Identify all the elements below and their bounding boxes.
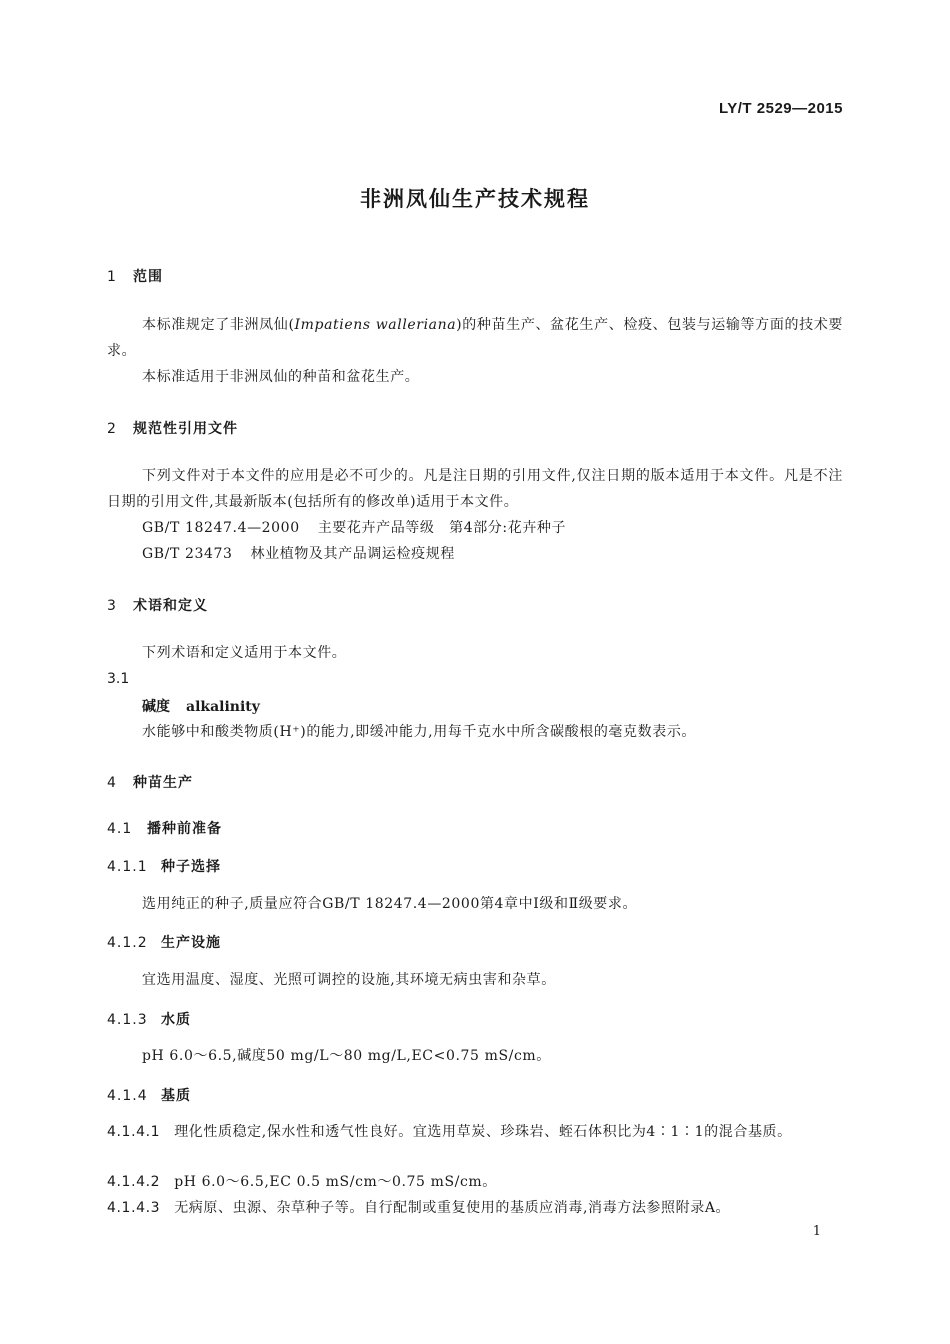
section-number: 4.1.1 xyxy=(107,859,148,875)
section-number: 3 xyxy=(107,598,117,614)
section-number: 2 xyxy=(107,421,117,437)
text-run: 本标准规定了非洲凤仙( xyxy=(142,317,295,333)
term-entry xyxy=(142,696,260,716)
section-4-1-4-2 xyxy=(107,1171,497,1191)
section-title: 种苗生产 xyxy=(133,775,193,791)
section-4-1-heading xyxy=(107,818,222,838)
reference-code: GB/T 23473 xyxy=(142,546,233,562)
section-2-paragraph-1: 下列文件对于本文件的应用是必不可少的。凡是注日期的引用文件,仅注日期的版本适用于本文件。凡是不注日期的引用文件,其最新版本(包括所有的修改单)适用于本文件。 xyxy=(107,468,843,510)
term-definition: 水能够中和酸类物质(H⁺)的能力,即缓冲能力,用每千克水中所含碳酸根的毫克数表示。 xyxy=(142,724,697,740)
clause-text: 无病原、虫源、杂草种子等。自行配制或重复使用的基质应消毒,消毒方法参照附录A。 xyxy=(174,1200,731,1216)
section-title: 规范性引用文件 xyxy=(133,421,238,437)
section-1-paragraph-2: 本标准适用于非洲凤仙的种苗和盆花生产。 xyxy=(142,369,420,385)
section-number: 4.1.4 xyxy=(107,1088,148,1104)
clause-text: 理化性质稳定,保水性和透气性良好。宜选用草炭、珍珠岩、蛭石体积比为4∶1∶1的混合基质。 xyxy=(174,1124,792,1140)
section-number: 4.1.2 xyxy=(107,935,148,951)
section-title: 种子选择 xyxy=(161,859,221,875)
reference-title: 主要花卉产品等级 第4部分:花卉种子 xyxy=(317,520,567,536)
section-4-heading xyxy=(107,772,193,792)
section-1-paragraph-1 xyxy=(107,312,843,364)
term-chinese: 碱度 xyxy=(142,699,170,715)
standard-code: LY/T 2529—2015 xyxy=(718,100,843,117)
section-title: 水质 xyxy=(161,1012,191,1028)
section-4-1-2-heading xyxy=(107,932,221,952)
species-name: Impatiens walleriana xyxy=(294,317,457,333)
clause-number: 4.1.4.1 xyxy=(107,1124,161,1140)
section-4-1-3-text: pH 6.0～6.5,碱度50 mg/L～80 mg/L,EC<0.75 mS/cm。 xyxy=(142,1048,551,1064)
section-title: 基质 xyxy=(161,1088,191,1104)
reference-2 xyxy=(142,543,455,563)
section-number: 4.1.3 xyxy=(107,1012,148,1028)
section-title: 范围 xyxy=(133,269,163,285)
section-3-paragraph-1: 下列术语和定义适用于本文件。 xyxy=(142,645,347,661)
section-4-1-1-heading xyxy=(107,856,221,876)
section-2-heading xyxy=(107,418,238,438)
section-title: 术语和定义 xyxy=(133,598,208,614)
document-title: 非洲凤仙生产技术规程 xyxy=(360,187,590,211)
section-1-heading xyxy=(107,266,163,286)
section-4-1-4-3 xyxy=(107,1197,730,1217)
text-run: )的种苗生产、盆花生产、检疫、包装与运输等方面的技术要求。 xyxy=(107,317,843,359)
clause-number: 4.1.4.2 xyxy=(107,1174,161,1190)
page-number: 1 xyxy=(812,1224,821,1239)
section-4-1-4-1 xyxy=(107,1119,843,1145)
reference-code: GB/T 18247.4—2000 xyxy=(142,520,300,536)
term-number: 3.1 xyxy=(107,671,130,687)
reference-title: 林业植物及其产品调运检疫规程 xyxy=(250,546,455,562)
section-4-1-3-heading xyxy=(107,1009,191,1029)
clause-text: pH 6.0～6.5,EC 0.5 mS/cm～0.75 mS/cm。 xyxy=(174,1174,497,1190)
reference-1 xyxy=(142,517,566,537)
section-number: 1 xyxy=(107,269,117,285)
section-3-heading xyxy=(107,595,208,615)
section-4-1-2-text: 宜选用温度、湿度、光照可调控的设施,其环境无病虫害和杂草。 xyxy=(142,972,556,988)
clause-number: 4.1.4.3 xyxy=(107,1200,161,1216)
section-number: 4.1 xyxy=(107,821,133,837)
section-4-1-1-text: 选用纯正的种子,质量应符合GB/T 18247.4—2000第4章中Ⅰ级和Ⅱ级要求。 xyxy=(142,896,638,912)
section-title: 生产设施 xyxy=(161,935,221,951)
section-4-1-4-heading xyxy=(107,1085,191,1105)
term-english: alkalinity xyxy=(186,699,260,715)
section-number: 4 xyxy=(107,775,117,791)
section-title: 播种前准备 xyxy=(147,821,222,837)
